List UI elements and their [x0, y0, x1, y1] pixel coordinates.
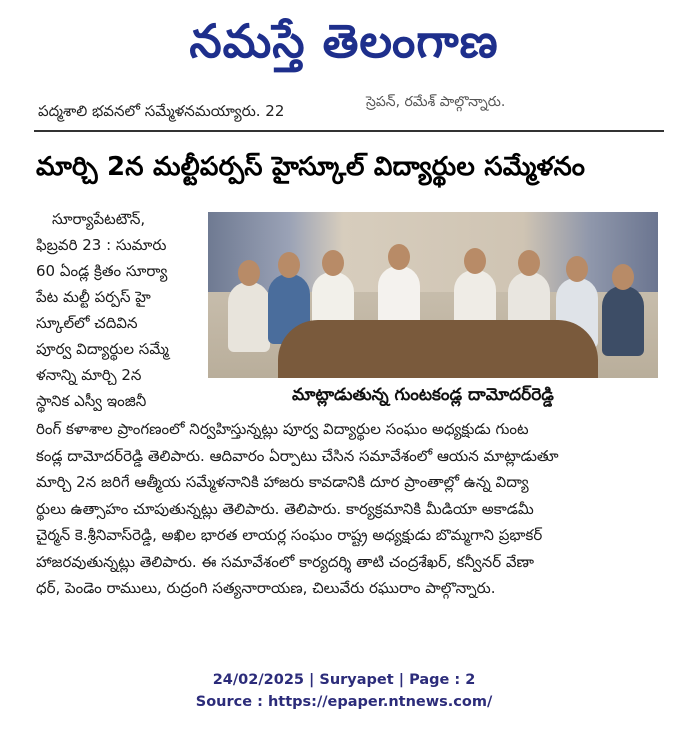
text-line: పేట మల్టీ పర్పస్ హై — [36, 288, 151, 306]
photo-head — [464, 248, 486, 274]
footer-source: Source : https://epaper.ntnews.com/ — [195, 694, 493, 710]
text-line: సూర్యాపేటటౌన్, — [52, 210, 146, 228]
footer-date-edition: 24/02/2025 | Suryapet | Page : 2 — [212, 672, 476, 688]
text-line: స్థానిక ఎస్వీ ఇంజినీ — [36, 392, 147, 410]
photo-person — [228, 282, 270, 352]
text-line: రింగ్ కళాశాల ప్రాంగణంలో నిర్వహిస్తున్నట్లు పూర్వ విద్యార్థుల సంఘం అధ్యక్షుడు గుంట — [36, 420, 529, 438]
text-line: కండ్ల దామోదర్‌రెడ్డి తెలిపారు. ఆదివారం ఏర్పాటు చేసిన సమావేశంలో ఆయన మాట్లాడుతూ — [36, 446, 559, 465]
meeting-photo — [208, 212, 658, 378]
text-line: చైర్మన్ కె.శ్రీనివాస్‌రెడ్డి, అఖిల భారత లాయర్ల సంఘం రాష్ట్ర అధ్యక్షుడు బొమ్మగాని ప్రభాకర్ — [36, 526, 543, 544]
photo-person — [602, 286, 644, 356]
text-line: హాజరవుతున్నట్లు తెలిపారు. ఈ సమావేశంలో కార్యదర్శి తాటి చంద్రశేఖర్, కన్వీనర్ వేణా — [36, 552, 535, 571]
text-line: 60 ఏండ్ల క్రితం సూర్యా — [36, 262, 168, 280]
photo-head — [566, 256, 588, 282]
article-column-text — [36, 206, 204, 414]
conference-table — [278, 320, 598, 378]
photo-head — [388, 244, 410, 270]
text-line: స్కూల్‌లో చదివిన — [36, 314, 138, 332]
photo-head — [518, 250, 540, 276]
previous-article-line: పద్మశాలి భవనలో సమ్మేళనమయ్యారు. 22 — [38, 102, 285, 120]
text-line: ఫిబ్రవరి 23 : సుమారు — [36, 236, 167, 254]
newspaper-masthead: నమస్తే తెలంగాణ — [189, 14, 499, 68]
photo-head — [238, 260, 260, 286]
photo-head — [322, 250, 344, 276]
photo-head — [278, 252, 300, 278]
article-headline: మార్చి 2న మల్టీపర్పస్ హైస్కూల్ విద్యార్థుల సమ్మేళనం — [36, 152, 586, 182]
article-body-text — [36, 416, 662, 602]
divider — [34, 130, 664, 132]
text-line: ళనాన్ని మార్చి 2న — [36, 366, 142, 384]
text-line: ధర్, పెండెం రాములు, రుద్రంగి సత్యనారాయణ, చిలువేరు రఘురాం పాల్గొన్నారు. — [36, 579, 496, 597]
photo-caption: మాట్లాడుతున్న గుంటకండ్ల దామోదర్‌రెడ్డి — [208, 378, 658, 412]
text-line: పూర్వ విద్యార్థుల సమ్మే — [36, 340, 169, 358]
text-line: మార్చి 2న జరిగే ఆత్మీయ సమ్మేళనానికి హాజరు కావడానికి దూర ప్రాంతాల్లో ఉన్న విద్యా — [36, 473, 529, 491]
photo-head — [612, 264, 634, 290]
previous-article-line-right: స్రెపన్, రమేశ్ పాల్గొన్నారు. — [366, 94, 506, 110]
text-line: ర్థులు ఉత్సాహం చూపుతున్నట్లు తెలిపారు. తెలిపారు. కార్యక్రమానికి మీడియా అకాడమీ — [36, 499, 534, 518]
